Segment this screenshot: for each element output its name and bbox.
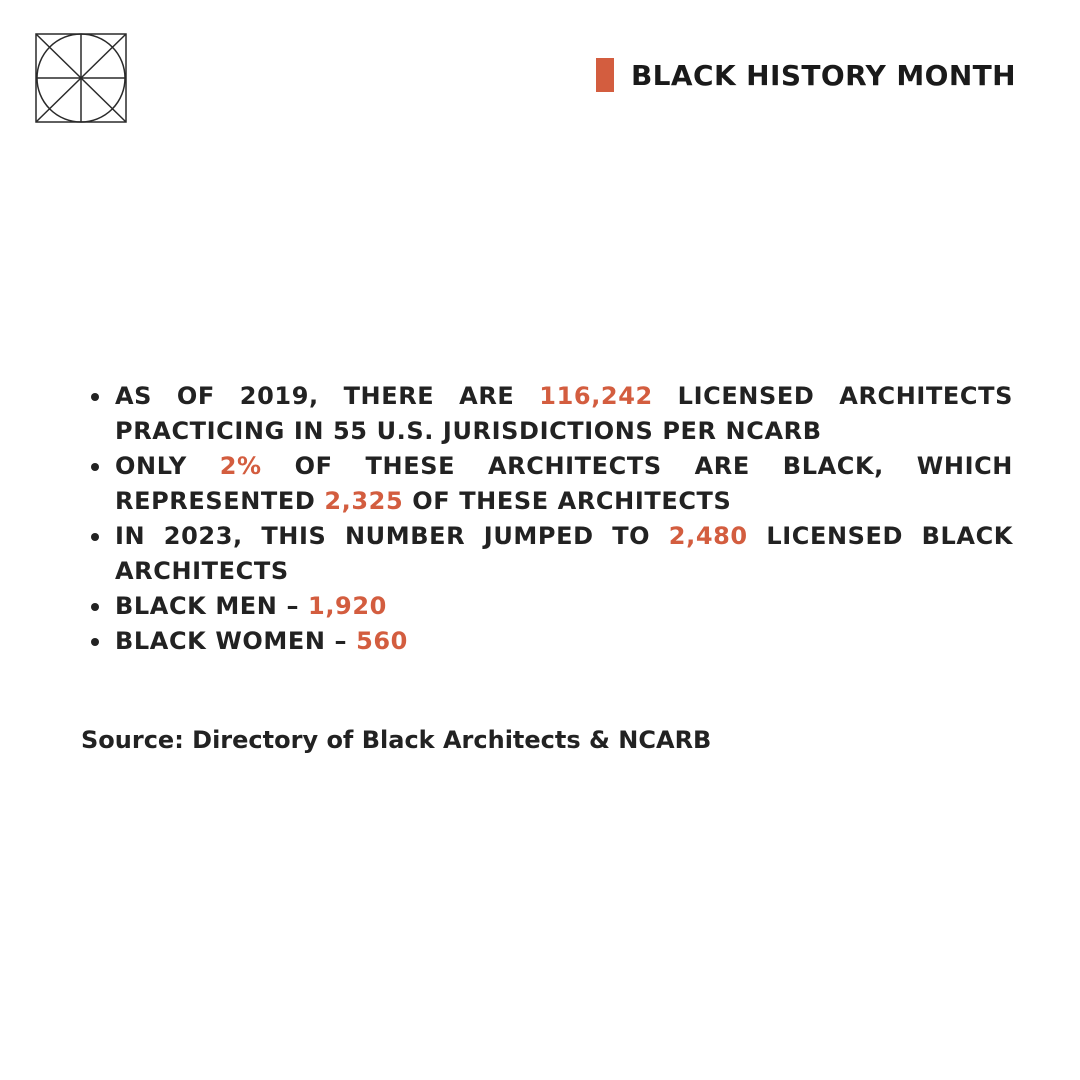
stats-list — [115, 379, 1013, 659]
stat-highlight: 116,242 — [539, 382, 653, 410]
stat-text: OF THESE ARCHITECTS ARE BLACK, WHICH REPRESENTED — [115, 452, 1013, 515]
stat-highlight: 2,480 — [668, 522, 748, 550]
header-title: BLACK HISTORY MONTH — [630, 58, 1016, 92]
stat-highlight: 560 — [356, 627, 408, 655]
stat-item-black-percentage — [115, 449, 1013, 519]
header-accent-bar — [596, 58, 614, 92]
stat-text: BLACK WOMEN – — [115, 627, 357, 655]
stat-item-black-men — [115, 589, 1013, 624]
stat-highlight: 2,325 — [324, 487, 404, 515]
stat-highlight: 2% — [219, 452, 262, 480]
source-text: Source: Directory of Black Architects & NCARB — [81, 726, 712, 754]
stat-text: AS OF 2019, THERE ARE — [115, 382, 540, 410]
stat-text: OF THESE ARCHITECTS — [403, 487, 732, 515]
stat-text: LICENSED BLACK ARCHITECTS — [115, 522, 1013, 585]
stat-item-2023-number — [115, 519, 1013, 589]
stat-item-black-women — [115, 624, 1013, 659]
stat-text: LICENSED ARCHITECTS PRACTICING IN 55 U.S. JURISDICTIONS PER NCARB — [115, 382, 1013, 445]
logo-icon — [35, 33, 127, 123]
stat-text: ONLY — [115, 452, 220, 480]
header — [596, 58, 1016, 92]
stat-item-licensed-architects — [115, 379, 1013, 449]
stat-text: IN 2023, THIS NUMBER JUMPED TO — [115, 522, 669, 550]
stat-highlight: 1,920 — [308, 592, 387, 620]
stat-text: BLACK MEN – — [115, 592, 309, 620]
